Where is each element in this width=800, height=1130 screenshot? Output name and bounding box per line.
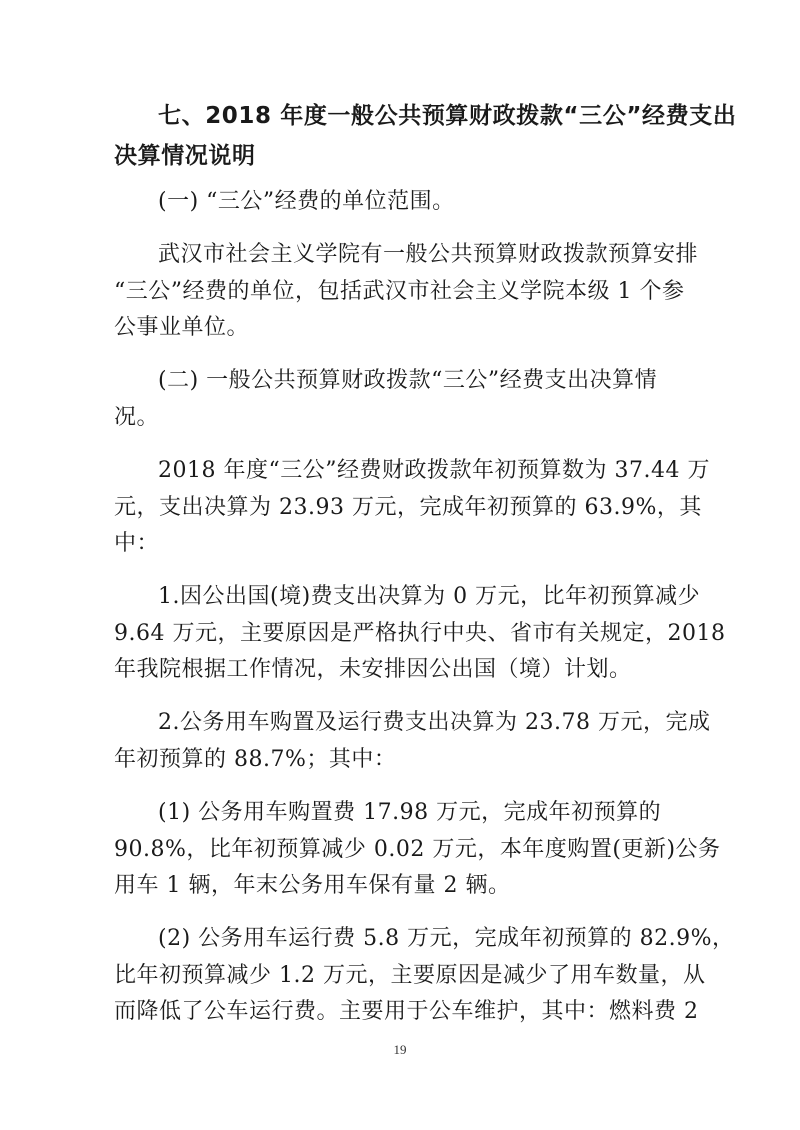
paragraph-line: “三公”经费的单位，包括武汉市社会主义学院本级 1 个参 [114,279,685,304]
paragraph-line: 9.64 万元，主要原因是严格执行中央、省市有关规定，2018 [114,621,726,646]
paragraph-line: 武汉市社会主义学院有一般公共预算财政拨款预算安排 [158,242,699,267]
paragraph-line: 90.8%，比年初预算减少 0.02 万元，本年度购置(更新)公务 [114,837,721,862]
paragraph-line: 1.因公出国(境)费支出决算为 0 万元，比年初预算减少 [158,584,701,609]
subsection-heading-1: (一) “三公”经费的单位范围。 [158,189,455,214]
paragraph-line: 中： [114,531,160,556]
section-heading-line-2: 决算情况说明 [114,143,256,169]
subsection-heading-2-cont: 况。 [114,405,160,430]
paragraph-line: 公事业单位。 [114,315,250,340]
subsection-heading-2: (二) 一般公共预算财政拨款“三公”经费支出决算情 [158,368,658,393]
paragraph-line: (2) 公务用车运行费 5.8 万元，完成年初预算的 82.9%， [158,926,735,951]
paragraph-line: 2018 年度“三公”经费财政拨款年初预算数为 37.44 万 [158,458,710,483]
paragraph-line: 而降低了公车运行费。主要用于公车维护，其中：燃料费 2 [114,999,699,1024]
page-number: 19 [393,1042,407,1057]
paragraph-line: 比年初预算减少 1.2 万元，主要原因是减少了用车数量，从 [114,963,706,988]
paragraph-line: 年初预算的 88.7%；其中： [114,747,397,772]
paragraph-line: (1) 公务用车购置费 17.98 万元，完成年初预算的 [158,800,662,825]
paragraph-line: 年我院根据工作情况，未安排因公出国（境）计划。 [114,657,632,682]
paragraph-line: 用车 1 辆，年末公务用车保有量 2 辆。 [114,873,511,898]
paragraph-line: 元，支出决算为 23.93 万元，完成年初预算的 63.9%，其 [114,495,702,520]
section-heading-line-1: 七、2018 年度一般公共预算财政拨款“三公”经费支出 [158,103,737,129]
paragraph-line: 2.公务用车购置及运行费支出决算为 23.78 万元，完成 [158,710,711,735]
